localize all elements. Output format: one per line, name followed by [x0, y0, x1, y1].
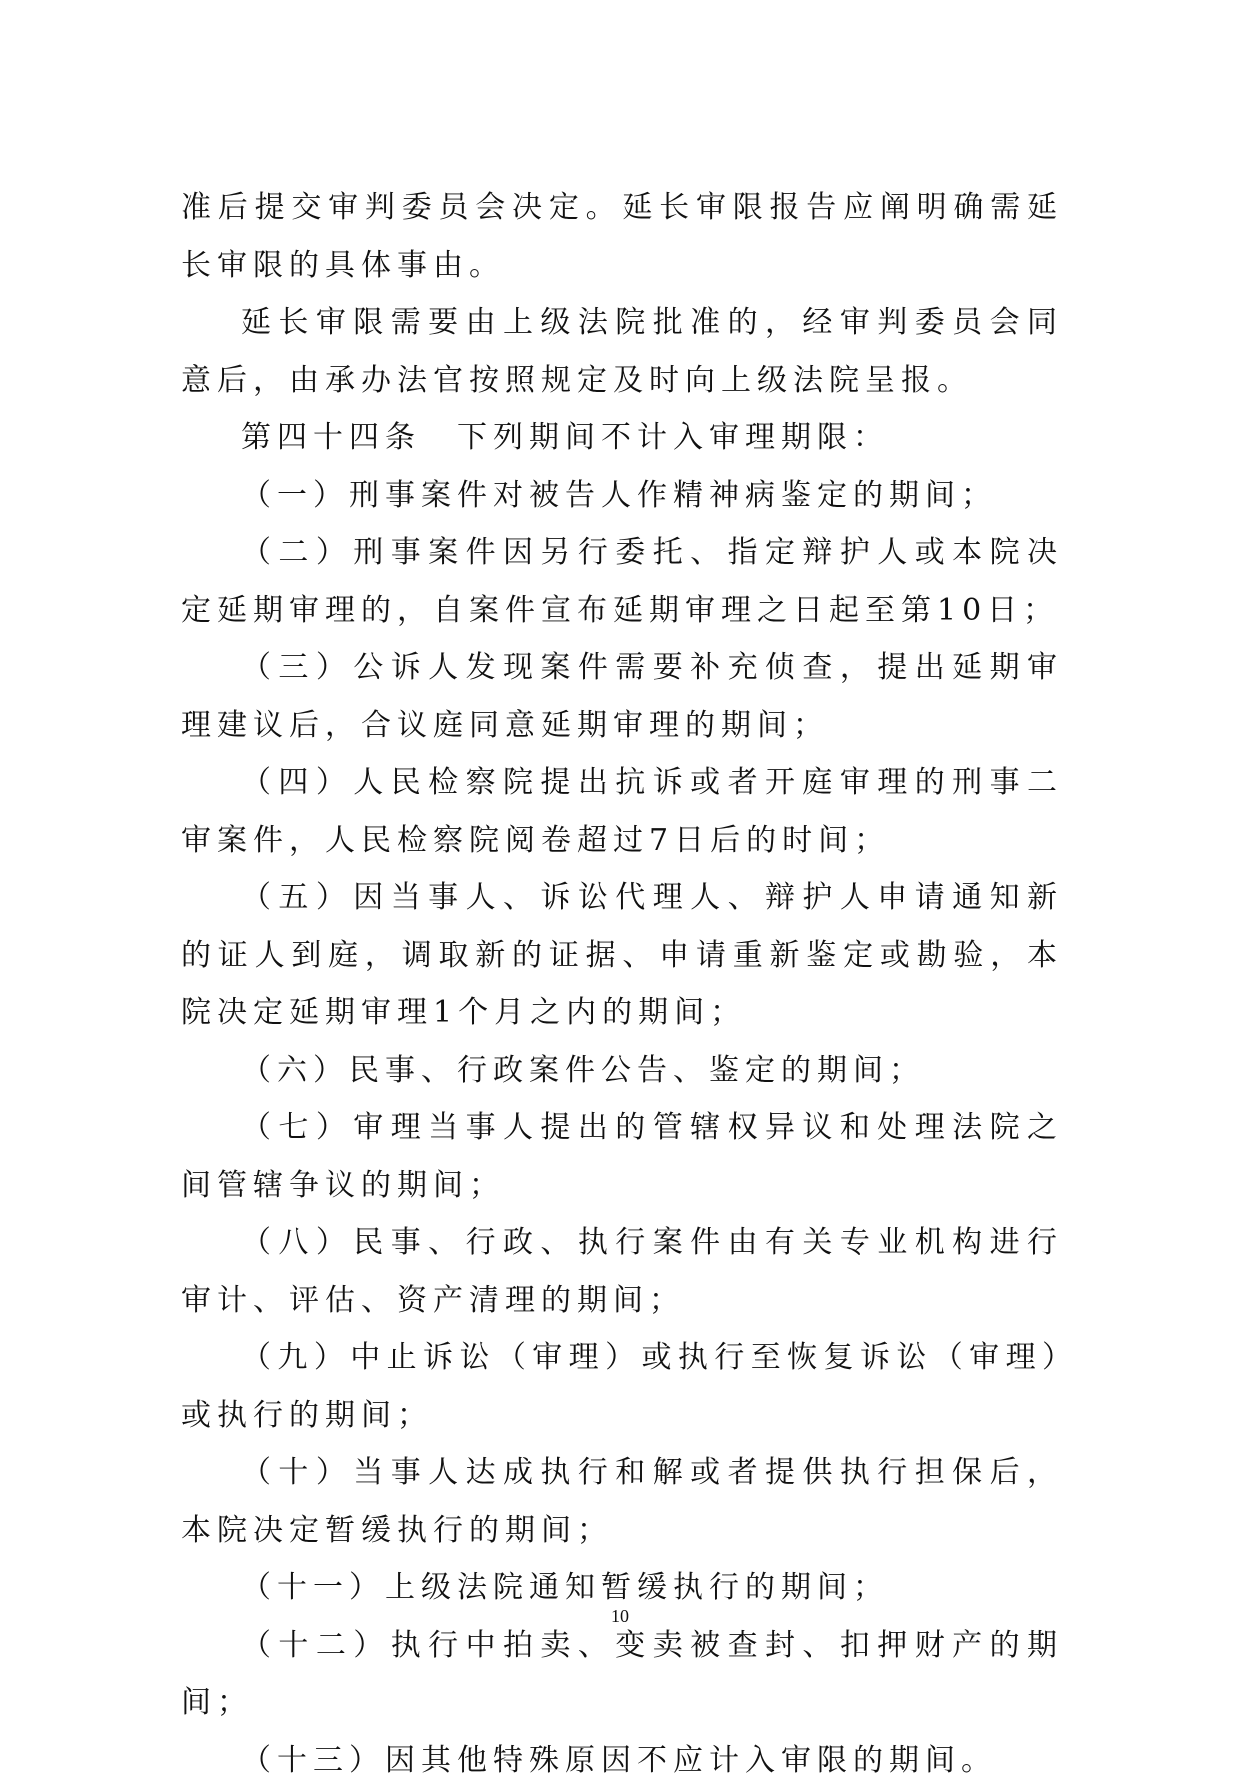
list-item-11: （十一）上级法院通知暂缓执行的期间； — [181, 1559, 1063, 1617]
page-number: 10 — [0, 1606, 1240, 1627]
list-item-5: （五）因当事人、诉讼代理人、辩护人申请通知新的证人到庭，调取新的证据、申请重新鉴定或勘验，本院决定延期审理1个月之内的期间； — [181, 869, 1063, 1042]
list-item-3: （三）公诉人发现案件需要补充侦查，提出延期审理建议后，合议庭同意延期审理的期间； — [181, 639, 1063, 754]
list-item-2: （二）刑事案件因另行委托、指定辩护人或本院决定延期审理的，自案件宣布延期审理之日起至第10日； — [181, 524, 1063, 639]
paragraph-continuation: 准后提交审判委员会决定。延长审限报告应阐明确需延长审限的具体事由。 — [181, 179, 1063, 294]
list-item-7: （七）审理当事人提出的管辖权异议和处理法院之间管辖争议的期间； — [181, 1099, 1063, 1214]
list-item-1: （一）刑事案件对被告人作精神病鉴定的期间； — [181, 467, 1063, 525]
list-item-8: （八）民事、行政、执行案件由有关专业机构进行审计、评估、资产清理的期间； — [181, 1214, 1063, 1329]
list-item-4: （四）人民检察院提出抗诉或者开庭审理的刑事二审案件，人民检察院阅卷超过7日后的时间； — [181, 754, 1063, 869]
article-44-heading: 第四十四条 下列期间不计入审理期限： — [181, 409, 1063, 467]
list-item-9: （九）中止诉讼（审理）或执行至恢复诉讼（审理）或执行的期间； — [181, 1329, 1063, 1444]
list-item-6: （六）民事、行政案件公告、鉴定的期间； — [181, 1042, 1063, 1100]
list-item-13: （十三）因其他特殊原因不应计入审限的期间。 — [181, 1732, 1063, 1789]
paragraph-extension-approval: 延长审限需要由上级法院批准的，经审判委员会同意后，由承办法官按照规定及时向上级法院呈报。 — [181, 294, 1063, 409]
body-text — [181, 179, 1063, 1789]
list-item-12: （十二）执行中拍卖、变卖被查封、扣押财产的期间； — [181, 1617, 1063, 1732]
list-item-10: （十）当事人达成执行和解或者提供执行担保后，本院决定暂缓执行的期间； — [181, 1444, 1063, 1559]
